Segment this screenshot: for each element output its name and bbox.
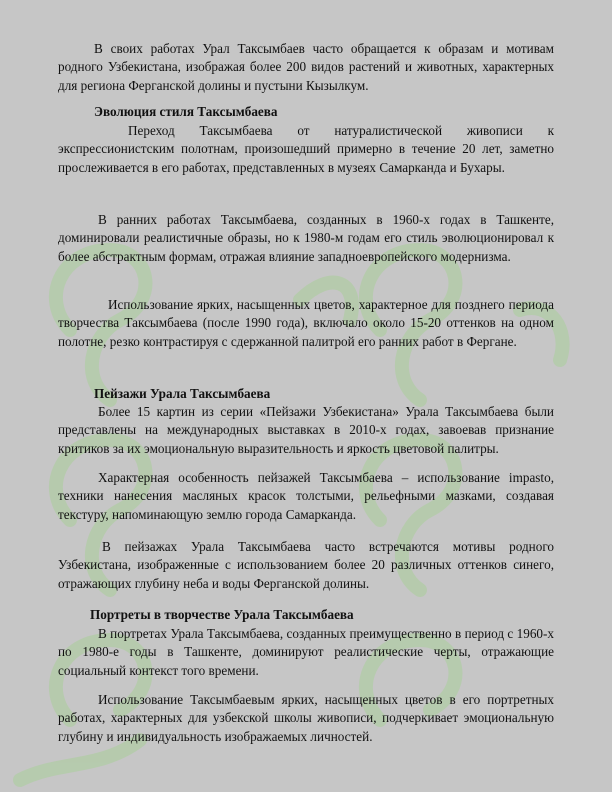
paragraph-intro: В своих работах Урал Таксымбаев часто обращается к образам и мотивам родного Узбекистана, изображая более 200 видов растений и животных, характерных для региона Ферганской долины и пустыни Кызылкум. [58, 41, 554, 93]
paragraph-impasto: Характерная особенность пейзажей Таксымбаева – использование impasto, техники нанесения масляных красок толстыми, рельефными мазками, создавая текстуру, напоминающую землю города Самарканда. [58, 470, 554, 522]
paragraph-bright-colors: Использование ярких, насыщенных цветов, характерное для позднего периода творчества Таксымбаева (после 1990 года), включало около 15-20 оттенков на одном полотне, резко контрастируя с сдержанной палитрой его ранних работ в Фергане. [58, 297, 554, 349]
paragraph-portraits-period: В портретах Урала Таксымбаева, созданных преимущественно в период с 1960-х по 1980-е годы в Ташкенте, доминируют реалистические черты, отражающие социальный контекст того времени. [58, 626, 554, 678]
paragraph-landscape-series: Более 15 картин из серии «Пейзажи Узбекистана» Урала Таксымбаева были представлены на международных выставках в 2010-х годах, завоевав признание критиков за их эмоциональную выразительность и яркость цветовой палитры. [58, 404, 554, 456]
paragraph-portraits-colors: Использование Таксымбаевым ярких, насыщенных цветов в его портретных работах, характерных для узбекской школы живописи, подчеркивает эмоциональную глубину и индивидуальность изображаемых личностей. [58, 692, 554, 744]
paragraph-blue-shades: В пейзажах Урала Таксымбаева часто встречаются мотивы родного Узбекистана, изображенные с использованием более 20 различных оттенков синего, отражающих глубину неба и воды Ферганской долины. [58, 539, 554, 591]
paragraph-style-transition: Переход Таксымбаева от натуралистической живописи к экспрессионистским полотнам, произошедший примерно в течение 20 лет, заметно прослеживается в его работах, представленных в музеях Самарканда и Бухары. [58, 123, 554, 175]
heading-style-evolution: Эволюция стиля Таксымбаева [94, 104, 278, 119]
heading-landscapes: Пейзажи Урала Таксымбаева [94, 386, 271, 401]
heading-portraits: Портреты в творчестве Урала Таксымбаева [90, 607, 354, 622]
paragraph-early-works: В ранних работах Таксымбаева, созданных в 1960-х годах в Ташкенте, доминировали реалистичные образы, но к 1980-м годам его стиль эволюционировал к более абстрактным формам, отражая влияние западноевропейского модернизма. [58, 212, 554, 264]
